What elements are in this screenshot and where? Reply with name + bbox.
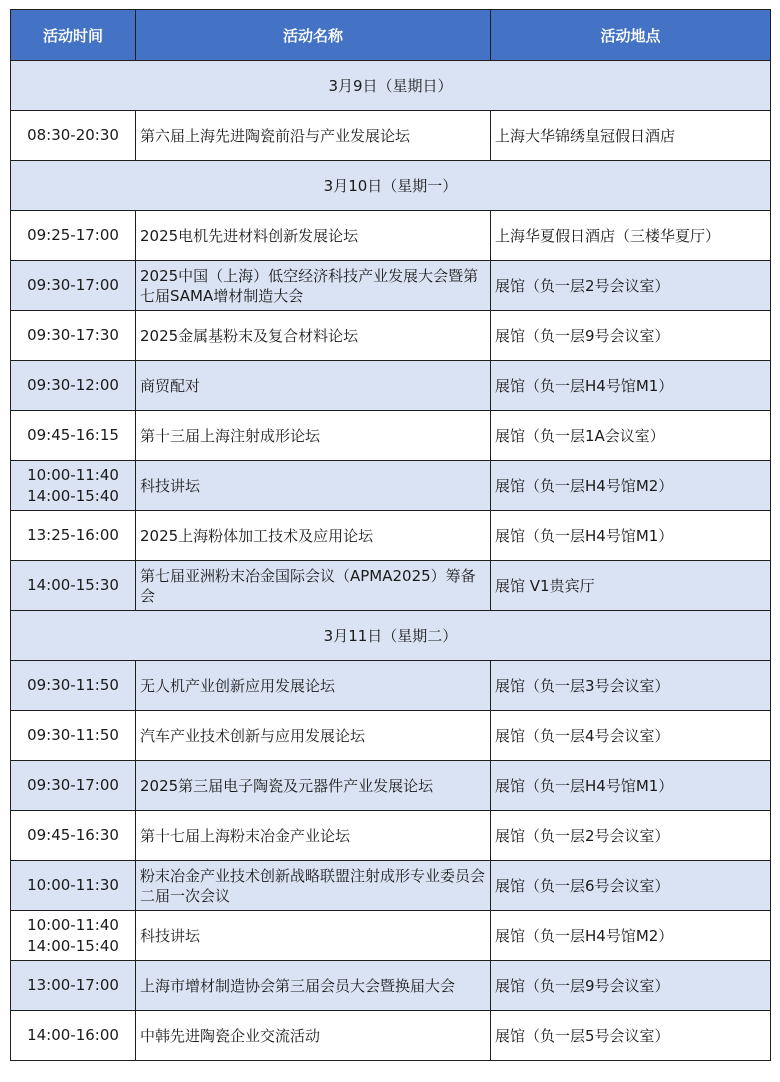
event-location: 展馆（负一层2号会议室） [491,261,771,311]
event-name: 汽车产业技术创新与应用发展论坛 [136,711,491,761]
table-row [11,861,771,911]
event-time: 13:00-17:00 [11,961,136,1011]
event-time: 09:30-12:00 [11,361,136,411]
day-row [11,61,771,111]
event-name: 第七届亚洲粉末冶金国际会议（APMA2025）筹备会 [136,561,491,611]
event-location: 上海大华锦绣皇冠假日酒店 [491,111,771,161]
table-row [11,411,771,461]
event-name: 2025金属基粉末及复合材料论坛 [136,311,491,361]
event-name: 粉末冶金产业技术创新战略联盟注射成形专业委员会二届一次会议 [136,861,491,911]
event-location: 展馆（负一层3号会议室） [491,661,771,711]
event-time: 09:30-17:00 [11,261,136,311]
event-location: 展馆（负一层9号会议室） [491,961,771,1011]
table-row [11,361,771,411]
event-name: 第十七届上海粉末冶金产业论坛 [136,811,491,861]
table-row [11,561,771,611]
day-date: 3月11日（星期二） [11,611,771,661]
event-location: 展馆（负一层H4号馆M1） [491,511,771,561]
event-time: 14:00-16:00 [11,1011,136,1061]
header-time: 活动时间 [11,10,136,61]
event-location: 展馆（负一层H4号馆M1） [491,361,771,411]
event-name: 第六届上海先进陶瓷前沿与产业发展论坛 [136,111,491,161]
event-name: 无人机产业创新应用发展论坛 [136,661,491,711]
event-name: 商贸配对 [136,361,491,411]
event-name: 中韩先进陶瓷企业交流活动 [136,1011,491,1061]
table-row [11,811,771,861]
event-time: 09:45-16:15 [11,411,136,461]
event-time: 09:30-11:50 [11,711,136,761]
table-row [11,711,771,761]
event-time: 09:30-17:00 [11,761,136,811]
event-name: 科技讲坛 [136,911,491,961]
event-location: 展馆（负一层H4号馆M2） [491,911,771,961]
day-date: 3月10日（星期一） [11,161,771,211]
event-location: 展馆（负一层H4号馆M1） [491,761,771,811]
event-location: 展馆（负一层2号会议室） [491,811,771,861]
event-time: 13:25-16:00 [11,511,136,561]
event-name: 第十三届上海注射成形论坛 [136,411,491,461]
event-time: 10:00-11:40 14:00-15:40 [11,461,136,511]
event-name: 上海市增材制造协会第三届会员大会暨换届大会 [136,961,491,1011]
day-date: 3月9日（星期日） [11,61,771,111]
header-row [11,10,771,61]
event-location: 展馆（负一层9号会议室） [491,311,771,361]
table-row [11,961,771,1011]
table-row [11,761,771,811]
event-location: 展馆（负一层H4号馆M2） [491,461,771,511]
event-location: 上海华夏假日酒店（三楼华夏厅） [491,211,771,261]
event-time: 14:00-15:30 [11,561,136,611]
table-row [11,211,771,261]
event-time: 09:45-16:30 [11,811,136,861]
event-location: 展馆（负一层4号会议室） [491,711,771,761]
event-location: 展馆（负一层5号会议室） [491,1011,771,1061]
table-row [11,461,771,511]
table-row [11,261,771,311]
event-location: 展馆 V1贵宾厅 [491,561,771,611]
header-name: 活动名称 [136,10,491,61]
event-time: 09:30-17:30 [11,311,136,361]
event-time: 08:30-20:30 [11,111,136,161]
header-location: 活动地点 [491,10,771,61]
table-row [11,1011,771,1061]
event-name: 2025电机先进材料创新发展论坛 [136,211,491,261]
event-name: 科技讲坛 [136,461,491,511]
table-row [11,511,771,561]
event-name: 2025上海粉体加工技术及应用论坛 [136,511,491,561]
event-time: 10:00-11:40 14:00-15:40 [11,911,136,961]
event-time: 09:25-17:00 [11,211,136,261]
event-time: 10:00-11:30 [11,861,136,911]
table-row [11,311,771,361]
table-row [11,911,771,961]
table-row [11,661,771,711]
event-name: 2025中国（上海）低空经济科技产业发展大会暨第七届SAMA增材制造大会 [136,261,491,311]
day-row [11,161,771,211]
day-row [11,611,771,661]
event-time: 09:30-11:50 [11,661,136,711]
event-location: 展馆（负一层1A会议室） [491,411,771,461]
event-location: 展馆（负一层6号会议室） [491,861,771,911]
event-name: 2025第三届电子陶瓷及元器件产业发展论坛 [136,761,491,811]
schedule-table [10,9,771,1061]
table-row [11,111,771,161]
